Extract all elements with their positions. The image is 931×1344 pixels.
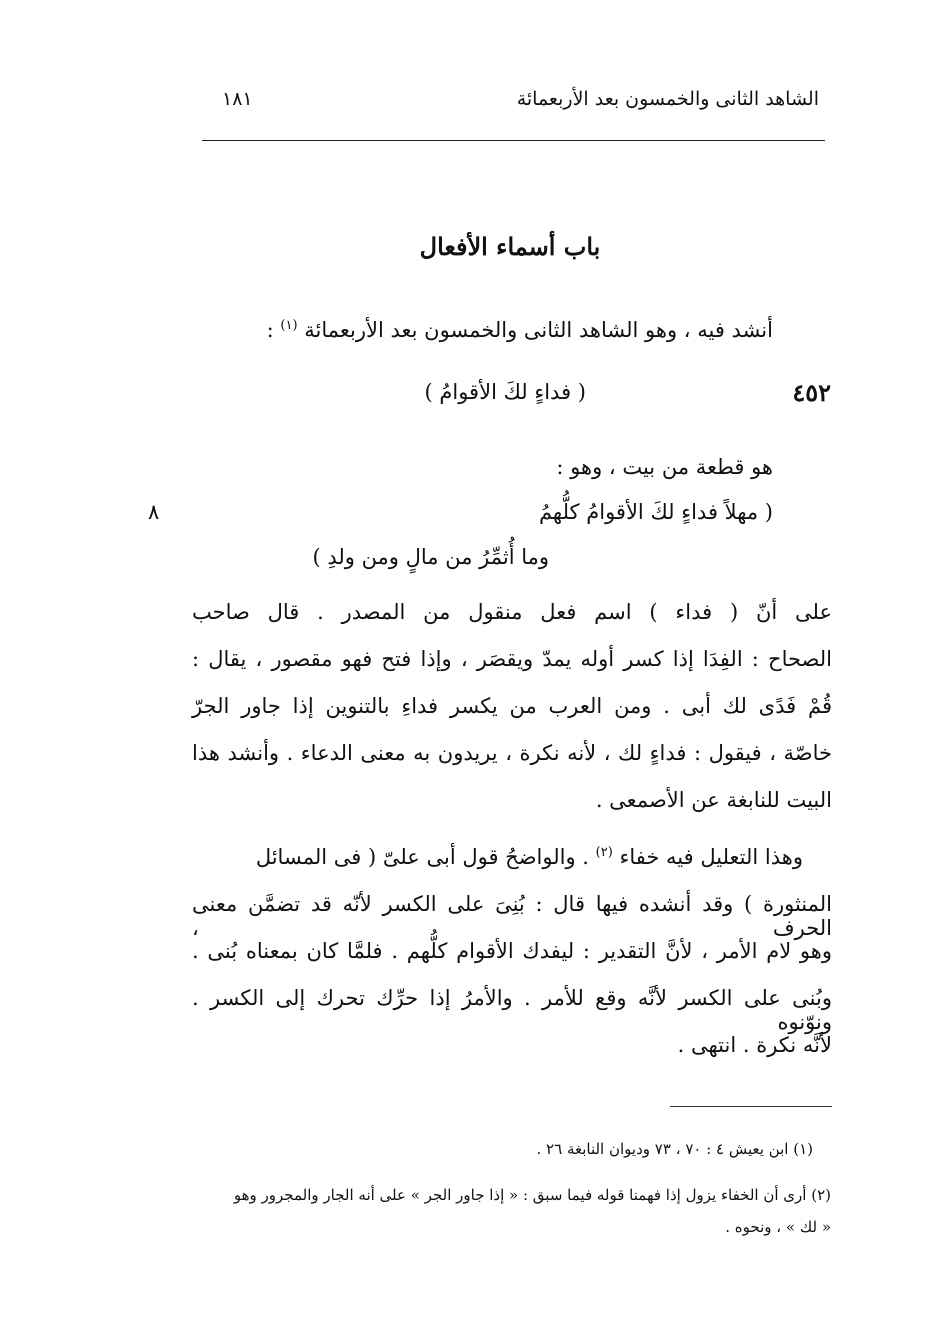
verse-line-2: وما أُثمِّرُ من مالٍ ومن ولدِ ) xyxy=(312,545,549,569)
verse-line-1: ( مهلاً فداءٍ لكَ الأقوامُ كلُّهمُ xyxy=(538,500,773,524)
footnote-2-line-2: « لك » ، ونحوه . xyxy=(725,1218,831,1236)
chapter-title: باب أسماء الأفعال xyxy=(419,232,601,261)
verse-intro: هو قطعة من بيت ، وهو : xyxy=(556,455,773,479)
margin-line-number: ٨ xyxy=(148,500,160,524)
paragraph-2-line-5: لأنَّه نكرة . انتهى . xyxy=(677,1033,832,1057)
paragraph-1-line-2: الصحاح : الفِدَا إذا كسر أوله يمدّ ويقصَر ، وإذا فتح فهو مقصور ، يقال : xyxy=(192,647,832,671)
paragraph-2-line-3: وهو لام الأمر ، لأنَّ التقدير : ليفدك الأقوام كلُّهم . فلمَّا كان بمعناه بُنى . xyxy=(192,939,832,963)
footnote-rule xyxy=(670,1106,832,1107)
running-title: الشاهد الثانى والخمسون بعد الأربعمائة xyxy=(516,88,819,110)
paragraph-1-line-1: على أنّ ( فداء ) اسم فعل منقول من المصدر . قال صاحب xyxy=(192,600,832,624)
intro-line xyxy=(267,318,773,342)
paragraph-2-line-1 xyxy=(256,845,831,869)
footnote-1: (١) ابن يعيش ٤ : ٧٠ ، ٧٣ وديوان النابغة ٢٦ . xyxy=(536,1140,813,1158)
footnote-2-line-1: (٢) أرى أن الخفاء يزول إذا فهمنا قوله فيما سبق : « إذا جاور الجر » على أنه الجار والمجرور وهو xyxy=(233,1186,831,1204)
example-fragment: ( فداءٍ لكَ الأقوامُ ) xyxy=(424,380,586,404)
paragraph-1-line-5: البيت للنابغة عن الأصمعى . xyxy=(595,788,832,812)
paragraph-2-line-1-end: . والواضحُ قول أبى علىّ ( فى المسائل xyxy=(255,845,589,869)
footnote-ref-2: (٢) xyxy=(595,845,613,860)
intro-colon: : xyxy=(266,318,274,342)
header-rule xyxy=(202,140,825,141)
page-number: ١٨١ xyxy=(222,88,253,110)
paragraph-2-line-2: المنثورة ) وقد أنشده فيها قال : بُنِىَ على الكسر لأنّه قد تضمَّن معنى الحرف ، xyxy=(192,892,832,940)
intro-text: أنشد فيه ، وهو الشاهد الثانى والخمسون بعد الأربعمائة xyxy=(304,318,773,342)
paragraph-2-line-4: وبُنى على الكسر لأنَّه وقع للأمر . والأمرُ إذا حرِّك تحرك إلى الكسر . ونوّنوه xyxy=(192,986,832,1034)
paragraph-1-line-3: قُمْ فَدًى لك أبى . ومن العرب من يكسر فداءِ بالتنوين إذا جاور الجرّ xyxy=(192,694,832,718)
footnote-ref-1: (١) xyxy=(280,318,298,333)
example-number: ٤٥٢ xyxy=(792,378,831,407)
paragraph-1-line-4: خاصّة ، فيقول : فداءٍ لك ، لأنه نكرة ، يريدون به معنى الدعاء . وأنشد هذا xyxy=(192,741,832,765)
paragraph-2-line-1-start: وهذا التعليل فيه خفاء xyxy=(619,845,803,869)
